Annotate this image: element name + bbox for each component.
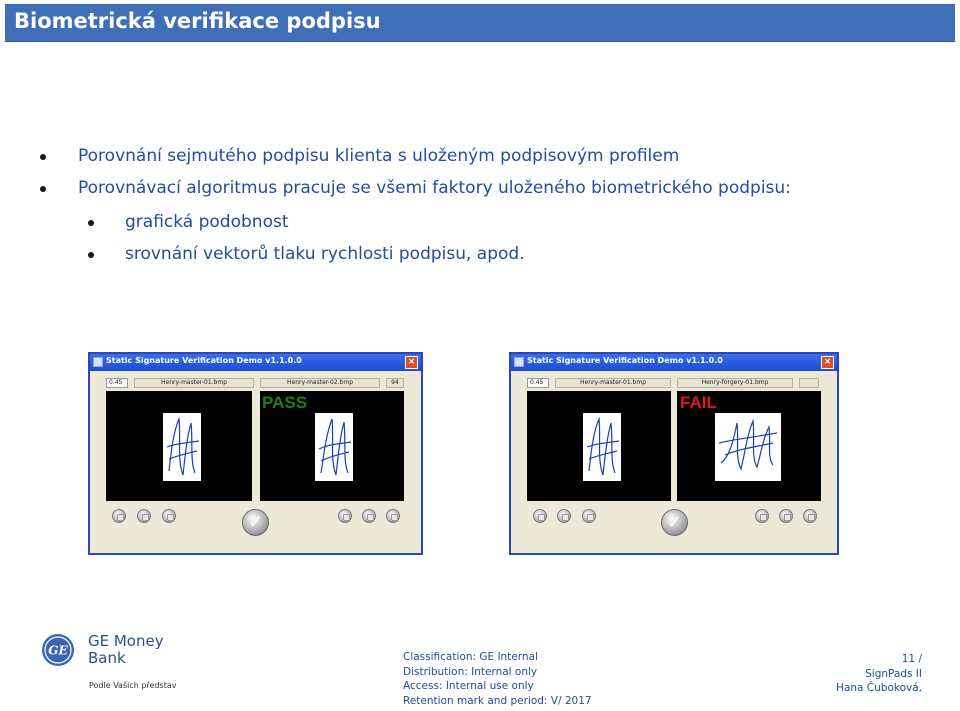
result-label: FAIL — [680, 393, 717, 412]
threshold-select[interactable]: 0.45 — [106, 378, 128, 388]
clear-image-button[interactable] — [582, 509, 596, 523]
signature-image — [715, 413, 781, 481]
app-icon — [93, 357, 103, 367]
score-field: 94 — [386, 378, 404, 388]
file-right-field[interactable]: Henry-master-02.bmp — [260, 378, 380, 388]
clear-image-button[interactable] — [162, 509, 176, 523]
file-right-field[interactable]: Henry-forgery-01.bmp — [677, 378, 793, 388]
open-image-button[interactable] — [338, 509, 352, 523]
slide-title: Biometrická verifikace podpisu — [14, 9, 381, 33]
slide-title-bar — [5, 4, 955, 42]
save-image-button[interactable] — [362, 509, 376, 523]
signature-image — [583, 413, 621, 481]
signature-icon — [315, 413, 353, 481]
bullet-dot-icon — [40, 154, 46, 160]
clear-image-button[interactable] — [386, 509, 400, 523]
window-title-bar — [90, 354, 421, 371]
signature-panel-right — [677, 391, 821, 501]
ge-logo-icon — [41, 633, 75, 667]
verification-screenshot-pass — [88, 352, 423, 555]
bullet-item: Porovnávací algoritmus pracuje se všemi faktory uloženého biometrického podpisu: — [78, 178, 791, 198]
bullet-dot-icon — [88, 220, 94, 226]
verify-check-icon[interactable]: ✓ — [242, 509, 269, 536]
clear-image-button[interactable] — [803, 509, 817, 523]
bullet-dot-icon — [40, 186, 46, 192]
open-image-button[interactable] — [533, 509, 547, 523]
threshold-select[interactable]: 0.45 — [527, 378, 549, 388]
score-field — [799, 378, 819, 388]
verification-screenshot-fail — [509, 352, 839, 555]
signature-panel-left — [106, 391, 252, 501]
app-icon — [514, 357, 524, 367]
signature-icon — [715, 413, 781, 481]
svg-text:GE: GE — [48, 643, 68, 658]
signature-icon — [583, 413, 621, 481]
page-info: 11 / SignPads II Hana Čuboková, — [836, 653, 922, 694]
signature-image — [163, 413, 201, 481]
close-icon[interactable]: × — [405, 356, 418, 369]
signature-panel-right — [260, 391, 404, 501]
sub-bullet-item: srovnání vektorů tlaku rychlosti podpisu, apod. — [125, 244, 525, 264]
window-title: Static Signature Verification Demo v1.1.0.0 — [527, 356, 723, 365]
signature-panel-left — [527, 391, 671, 501]
bullet-item: Porovnání sejmutého podpisu klienta s uloženým podpisovým profilem — [78, 146, 679, 166]
brand-name: GE Money Bank — [88, 632, 164, 667]
file-left-field[interactable]: Henry-master-01.bmp — [134, 378, 254, 388]
signature-image — [315, 413, 353, 481]
close-icon[interactable]: × — [821, 356, 834, 369]
open-image-button[interactable] — [112, 509, 126, 523]
bullet-dot-icon — [88, 252, 94, 258]
result-label: PASS — [262, 393, 308, 412]
sub-bullet-item: grafická podobnost — [125, 212, 289, 232]
window-title: Static Signature Verification Demo v1.1.0.0 — [106, 356, 302, 365]
brand-tagline: Podle Vašich představ — [89, 681, 177, 690]
window-title-bar — [511, 354, 837, 371]
save-image-button[interactable] — [137, 509, 151, 523]
file-left-field[interactable]: Henry-master-01.bmp — [555, 378, 671, 388]
classification-block: Classification: GE Internal Distribution: Internal only Access: Internal use only Retention mark and period: V/ 2017 — [403, 651, 592, 707]
save-image-button[interactable] — [779, 509, 793, 523]
open-image-button[interactable] — [755, 509, 769, 523]
signature-icon — [163, 413, 201, 481]
verify-check-icon[interactable]: ✓ — [661, 509, 688, 536]
save-image-button[interactable] — [557, 509, 571, 523]
